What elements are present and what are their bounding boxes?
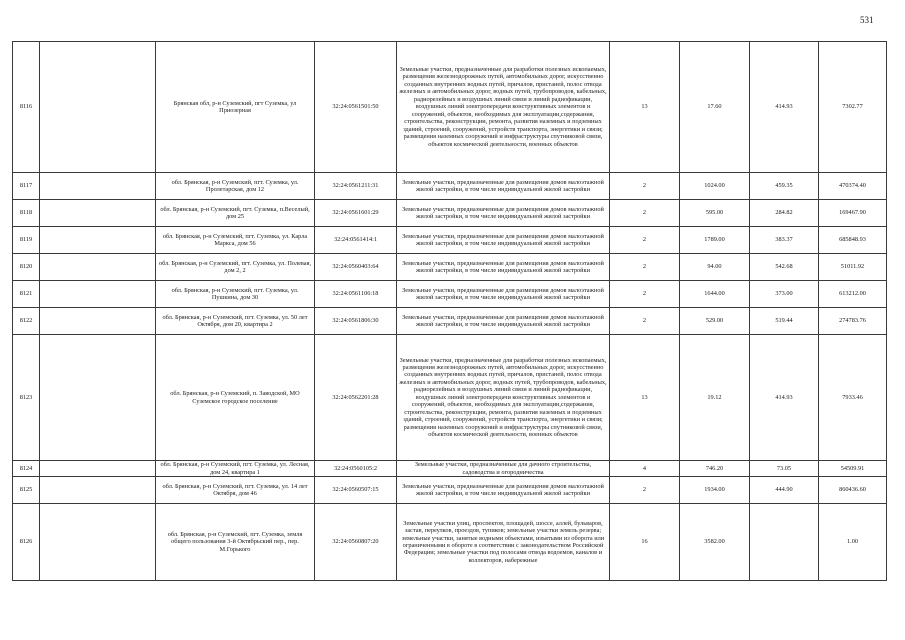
table-row bbox=[13, 254, 887, 281]
use-code-cell: 2 bbox=[610, 173, 680, 200]
row-number-cell: 8122 bbox=[13, 308, 40, 335]
table-row bbox=[13, 308, 887, 335]
address-cell: обл. Брянская, р-н Суземский, пгт. Суземка, ул. Полевая, дом 2, 2 bbox=[156, 254, 315, 281]
area-cell: 595.00 bbox=[680, 200, 750, 227]
address-cell: обл. Брянская, р-н Суземский, пгт. Суземка, ул. Карла Маркса, дом 56 bbox=[156, 227, 315, 254]
use-code-cell: 16 bbox=[610, 504, 680, 581]
land-use-cell: Земельные участки, предназначенные для размещения домов малоэтажной жилой застройки, в том числе индивидуальной жилой застройки bbox=[397, 281, 610, 308]
land-use-cell: Земельные участки улиц, проспектов, площадей, шоссе, аллей, бульваров, застав, переулков, проездов, тупиков; земельные участки земель резерва; земельные участки, занятые водными объектами, изъятыми из оборота или ограниченными в обороте в соответствии с законодательством Российской Федерации; земельные участки под полосами отвода водоемов, каналов и коллекторов, набережные bbox=[397, 504, 610, 581]
cadastral-number-cell: 32:24:0560507:15 bbox=[315, 477, 397, 504]
area-cell: 19.12 bbox=[680, 335, 750, 461]
table-body bbox=[13, 42, 887, 581]
blank-cell bbox=[40, 335, 156, 461]
use-code-cell: 2 bbox=[610, 254, 680, 281]
address-cell: обл. Брянская, р-н Суземский, пгт. Суземка, ул. Пролетарская, дом 12 bbox=[156, 173, 315, 200]
address-cell: обл. Брянская, р-н Суземский, пгт. Суземка, ул. Пушкина, дом 30 bbox=[156, 281, 315, 308]
table-row bbox=[13, 42, 887, 173]
table-row bbox=[13, 504, 887, 581]
cadastral-number-cell: 32:24:0561414:1 bbox=[315, 227, 397, 254]
blank-cell bbox=[40, 254, 156, 281]
rate-cell: 373.00 bbox=[750, 281, 819, 308]
cadastral-number-cell: 32:24:0561601:29 bbox=[315, 200, 397, 227]
row-number-cell: 8126 bbox=[13, 504, 40, 581]
use-code-cell: 2 bbox=[610, 477, 680, 504]
cadastral-value-cell: 1.00 bbox=[819, 504, 887, 581]
blank-cell bbox=[40, 308, 156, 335]
cadastral-value-cell: 274783.76 bbox=[819, 308, 887, 335]
land-use-cell: Земельные участки, предназначенные для размещения домов малоэтажной жилой застройки, в том числе индивидуальной жилой застройки bbox=[397, 477, 610, 504]
area-cell: 746.20 bbox=[680, 461, 750, 477]
row-number-cell: 8124 bbox=[13, 461, 40, 477]
cadastral-value-cell: 613212.00 bbox=[819, 281, 887, 308]
rate-cell: 284.82 bbox=[750, 200, 819, 227]
cadastral-value-cell: 51011.92 bbox=[819, 254, 887, 281]
use-code-cell: 2 bbox=[610, 200, 680, 227]
row-number-cell: 8123 bbox=[13, 335, 40, 461]
use-code-cell: 2 bbox=[610, 227, 680, 254]
page-number: 531 bbox=[860, 15, 874, 25]
address-cell: обл. Брянская, р-н Суземский, пгт. Суземка, п.Веселый, дом 25 bbox=[156, 200, 315, 227]
address-cell: обл. Брянская, р-н Суземский, пгт. Суземка, земля общего пользования 3-й Октябрьский пер., пер. М.Горького bbox=[156, 504, 315, 581]
address-cell: Брянская обл, р-н Суземский, пгт Суземка, ул Приозерная bbox=[156, 42, 315, 173]
use-code-cell: 2 bbox=[610, 281, 680, 308]
blank-cell bbox=[40, 504, 156, 581]
blank-cell bbox=[40, 227, 156, 254]
cadastral-number-cell: 32:24:0560807:20 bbox=[315, 504, 397, 581]
area-cell: 3582.00 bbox=[680, 504, 750, 581]
address-cell: обл. Брянская, р-н Суземский, пгт. Суземка, ул. Лесная, дом 24, квартира 1 bbox=[156, 461, 315, 477]
area-cell: 1789.00 bbox=[680, 227, 750, 254]
rate-cell: 383.37 bbox=[750, 227, 819, 254]
table-row bbox=[13, 461, 887, 477]
table-row bbox=[13, 335, 887, 461]
rate-cell: 459.35 bbox=[750, 173, 819, 200]
land-use-cell: Земельные участки, предназначенные для размещения домов малоэтажной жилой застройки, в том числе индивидуальной жилой застройки bbox=[397, 200, 610, 227]
land-use-cell: Земельные участки, предназначенные для разработки полезных ископаемых, размещения железнодорожных путей, автомобильных дорог, искусственно созданных внутренних водных путей, причалов, пристаней, полос отвода железных и автомобильных дорог, водных путей, трубопроводов, кабельных, радиорелейных и воздушных линий связи и линий радиофикации, воздушных линий электропередачи конструктивных элементов и сооружений, объектов, необходимых для эксплуатации,содержания, строительства, реконструкции, ремонта, развития наземных и подземных зданий, строений, сооружений, устройств транспорта, энергетики и связи; размещения наземных сооружений и инфраструктуры спутниковой связи, объектов космической деятельности, военных объектов bbox=[397, 42, 610, 173]
table-row bbox=[13, 227, 887, 254]
row-number-cell: 8121 bbox=[13, 281, 40, 308]
row-number-cell: 8125 bbox=[13, 477, 40, 504]
land-use-cell: Земельные участки, предназначенные для размещения домов малоэтажной жилой застройки, в том числе индивидуальной жилой застройки bbox=[397, 173, 610, 200]
area-cell: 1644.00 bbox=[680, 281, 750, 308]
blank-cell bbox=[40, 42, 156, 173]
land-use-cell: Земельные участки, предназначенные для размещения домов малоэтажной жилой застройки, в том числе индивидуальной жилой застройки bbox=[397, 308, 610, 335]
row-number-cell: 8119 bbox=[13, 227, 40, 254]
cadastral-value-cell: 7302.77 bbox=[819, 42, 887, 173]
land-use-cell: Земельные участки, предназначенные для размещения домов малоэтажной жилой застройки, в том числе индивидуальной жилой застройки bbox=[397, 227, 610, 254]
cadastral-value-cell: 7933.46 bbox=[819, 335, 887, 461]
use-code-cell: 13 bbox=[610, 335, 680, 461]
area-cell: 1024.00 bbox=[680, 173, 750, 200]
cadastral-value-cell: 54509.91 bbox=[819, 461, 887, 477]
area-cell: 529.00 bbox=[680, 308, 750, 335]
cadastral-value-cell: 470374.40 bbox=[819, 173, 887, 200]
cadastral-value-cell: 169467.90 bbox=[819, 200, 887, 227]
cadastral-value-cell: 860436.60 bbox=[819, 477, 887, 504]
use-code-cell: 13 bbox=[610, 42, 680, 173]
land-use-cell: Земельные участки, предназначенные для дачного строительства, садоводства и огородничества bbox=[397, 461, 610, 477]
row-number-cell: 8116 bbox=[13, 42, 40, 173]
rate-cell: 444.90 bbox=[750, 477, 819, 504]
rate-cell bbox=[750, 504, 819, 581]
table-row bbox=[13, 200, 887, 227]
cadastral-number-cell: 32:24:0560403:64 bbox=[315, 254, 397, 281]
blank-cell bbox=[40, 173, 156, 200]
rate-cell: 542.68 bbox=[750, 254, 819, 281]
cadastral-number-cell: 32:24:0561501:50 bbox=[315, 42, 397, 173]
rate-cell: 519.44 bbox=[750, 308, 819, 335]
rate-cell: 414.93 bbox=[750, 42, 819, 173]
cadastral-value-cell: 685848.93 bbox=[819, 227, 887, 254]
blank-cell bbox=[40, 200, 156, 227]
use-code-cell: 4 bbox=[610, 461, 680, 477]
land-use-cell: Земельные участки, предназначенные для размещения домов малоэтажной жилой застройки, в том числе индивидуальной жилой застройки bbox=[397, 254, 610, 281]
land-registry-table bbox=[12, 41, 887, 581]
table-row bbox=[13, 173, 887, 200]
address-cell: обл. Брянская, р-н Суземский, пгт. Суземка, ул. 50 лет Октября, дом 20, квартира 2 bbox=[156, 308, 315, 335]
cadastral-number-cell: 32:24:0561211:31 bbox=[315, 173, 397, 200]
table-row bbox=[13, 281, 887, 308]
rate-cell: 73.05 bbox=[750, 461, 819, 477]
row-number-cell: 8117 bbox=[13, 173, 40, 200]
cadastral-number-cell: 32:24:0562201:28 bbox=[315, 335, 397, 461]
blank-cell bbox=[40, 477, 156, 504]
cadastral-number-cell: 32:24:0561806:30 bbox=[315, 308, 397, 335]
cadastral-number-cell: 32:24:0561106:18 bbox=[315, 281, 397, 308]
blank-cell bbox=[40, 281, 156, 308]
land-use-cell: Земельные участки, предназначенные для разработки полезных ископаемых, размещения железнодорожных путей, автомобильных дорог, искусственно созданных внутренних водных путей, причалов, пристаней, полос отвода железных и автомобильных дорог, водных путей, трубопроводов, кабельных, радиорелейных и воздушных линий связи и линий радиофикации, воздушных линий электропередачи конструктивных элементов и сооружений, объектов, необходимых для эксплуатации,содержания, строительства, реконструкции, ремонта, развития наземных и подземных зданий, строений, сооружений, устройств транспорта, энергетики и связи; размещения наземных сооружений и инфраструктуры спутниковой связи, объектов космической деятельности, военных объектов bbox=[397, 335, 610, 461]
cadastral-number-cell: 32:24:0560105:2 bbox=[315, 461, 397, 477]
rate-cell: 414.93 bbox=[750, 335, 819, 461]
area-cell: 1934.00 bbox=[680, 477, 750, 504]
address-cell: обл. Брянская, р-н Суземский, пгт. Суземка, ул. 14 лет Октября, дом 46 bbox=[156, 477, 315, 504]
area-cell: 94.00 bbox=[680, 254, 750, 281]
blank-cell bbox=[40, 461, 156, 477]
area-cell: 17.60 bbox=[680, 42, 750, 173]
use-code-cell: 2 bbox=[610, 308, 680, 335]
row-number-cell: 8118 bbox=[13, 200, 40, 227]
table-row bbox=[13, 477, 887, 504]
address-cell: обл. Брянская, р-н Суземский, п. Заводской, МО Суземское городское поселение bbox=[156, 335, 315, 461]
row-number-cell: 8120 bbox=[13, 254, 40, 281]
